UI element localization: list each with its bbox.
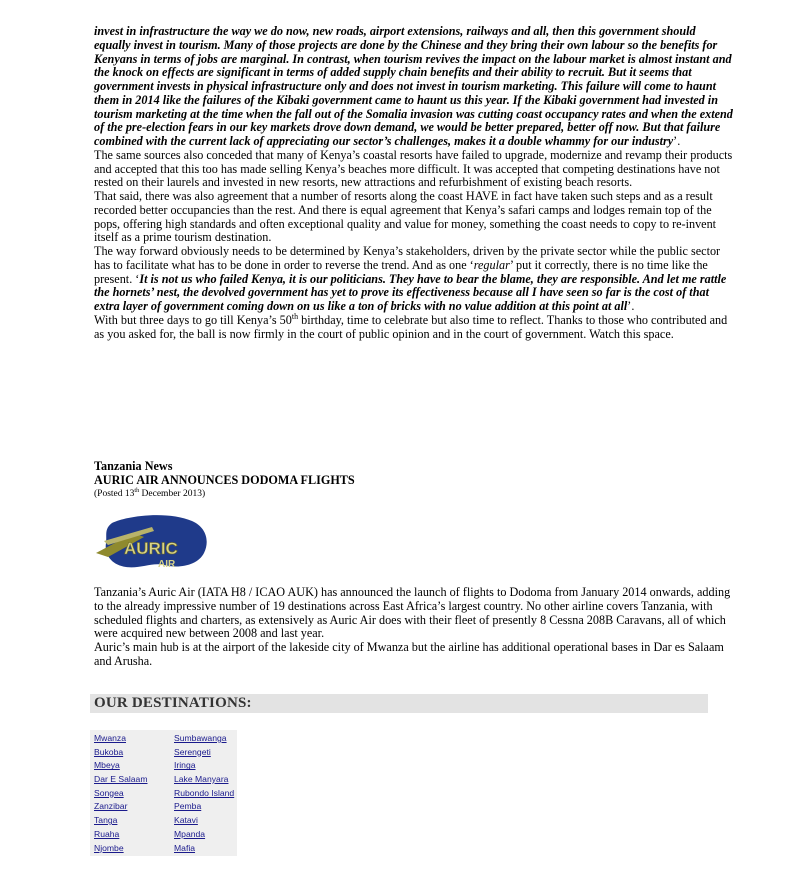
para5-start: With but three days to go till Kenya’s 50 [94,312,292,327]
destination-link[interactable]: Lake Manyara [174,774,229,785]
destination-link[interactable]: Pemba [174,801,202,812]
quoted-text: invest in infrastructure the way we do now, new roads, airport extensions, railways and all, then this government should equally invest in tourism. Many of those projects are done by the Chinese and they bring their own labour so the benefits for Kenyans in terms of jobs are marginal. In contrast, when tourism revives the impact on the labour market is almost instant and the knock on effects are significant in terms of added supply chain benefits and their ability to recruit. But it seems that government invests in physical infrastructure only and does not invest in tourism marketing. This failure will come to haunt them in 2014 like the failures of the Kibaki government came to haunt us this year. If the Kibaki government had invested in tourism marketing at the time when the fall out of the Somalia invasion was cutting coast occupancy rates and when the extend of the pre-election fears in our key markets drove down demand, we would be better prepared, better off now. But that failure combined with the current lack of appreciating our sector’s challenges, makes it a double whammy for our industry [94,24,733,148]
ordinal-suffix: th [291,311,299,321]
news-body [94,586,734,669]
article-paragraph-4 [94,245,734,314]
destination-link[interactable]: Katavi [174,815,198,826]
para4-mid: ’ put it correctly, there is no time like the present. ‘ [94,257,708,286]
posted-suffix: December 2013) [139,488,206,499]
destination-link[interactable]: Songea [94,787,124,798]
news-headline: AURIC AIR ANNOUNCES DODOMA FLIGHTS [94,472,355,487]
quote-close: ’. [627,299,635,313]
destination-link[interactable]: Ruaha [94,828,120,839]
destination-link[interactable]: Tanga [94,815,118,826]
section-label: Tanzania News [94,459,173,473]
news-paragraph-2: Auric’s main hub is at the airport of the lakeside city of Mwanza but the airline has additional operational bases in Dar es Salaam and Arusha. [94,640,724,668]
posted-date [94,488,734,500]
destinations-table [90,730,237,856]
destination-link[interactable]: Mbeya [94,760,120,771]
news-paragraph-1: Tanzania’s Auric Air (IATA H8 / ICAO AUK) has announced the launch of flights to Dodoma from January 2014 onwards, adding to the already impressive number of 19 destinations across East Africa’s largest country. No other airline covers Tanzania, with scheduled flights and charters, as extensively as Auric Air does with their fleet of presently 8 Cessna 208B Caravans, all of which were acquired new between 2008 and last year. [94,585,731,641]
destinations-column-right [174,732,234,855]
article-paragraph-5 [94,311,734,342]
destination-link[interactable]: Mpanda [174,828,206,839]
destination-link[interactable]: Zanzibar [94,801,128,812]
auric-air-logo [94,513,212,575]
destination-link[interactable]: Iringa [174,760,196,771]
logo-text-air: AIR [158,559,176,570]
destination-link[interactable]: Bukoba [94,746,124,757]
article-paragraph-1 [94,25,734,149]
destination-link[interactable]: Rubondo Island [174,787,235,798]
destination-link[interactable]: Njombe [94,842,124,853]
destinations-heading: OUR DESTINATIONS: [90,694,708,713]
news-header [94,460,734,500]
ordinal-suffix: th [134,487,140,494]
destination-link[interactable]: Serengeti [174,746,211,757]
para4-regular: regular [473,257,510,272]
article-paragraph-3: That said, there was also agreement that a number of resorts along the coast HAVE in fact have taken such steps and as a result recorded better occupancies than the rest. And there is equal agreement that Kenya’s safari camps and lodges remain top of the pops, offering high standards and often exceptional quality and value for money, something the coast needs to copy to re-invent itself as a prime tourism destination. [94,189,717,245]
quote-close: ’. [673,134,681,148]
destination-link[interactable]: Mafia [174,842,196,853]
article-paragraph-2: The same sources also conceded that many of Kenya’s coastal resorts have failed to upgrade, modernize and revamp their products and accepted that this too has made selling Kenya’s beaches more difficult. It was accepted that competing destinations have not rested on their laurels and invested in new resorts, new attractions and refurbishment of existing beach resorts. [94,147,733,190]
destination-link[interactable]: Sumbawanga [174,733,227,743]
para5-end: birthday, time to celebrate but also time to reflect. Thanks to those who contributed and as you asked for, the ball is now firmly in the court of public opinion and in the court of government. Watch this space. [94,312,728,341]
logo-text-auric: AURIC [124,539,178,558]
quoted-text: It is not us who failed Kenya, it is our politicians. They have to bear the blame, they are responsible. And let me rattle the hornets’ nest, the devolved government has yet to prove its effectiveness because all I have seen so far is the cost of that extra layer of government coming down on us like a ton of bricks with no value addition at this point at all [94,271,727,313]
destination-link[interactable]: Dar E Salaam [94,774,148,785]
destination-link[interactable]: Mwanza [94,733,126,743]
posted-prefix: (Posted 13 [94,488,135,499]
article-body [94,25,734,341]
para4-start: The way forward obviously needs to be determined by Kenya’s stakeholders, driven by the private sector while the public sector has to facilitate what has to be done in order to reverse the trend. And as one ‘ [94,244,721,272]
logo-graphic [94,513,212,575]
destinations-column-left [94,732,148,855]
